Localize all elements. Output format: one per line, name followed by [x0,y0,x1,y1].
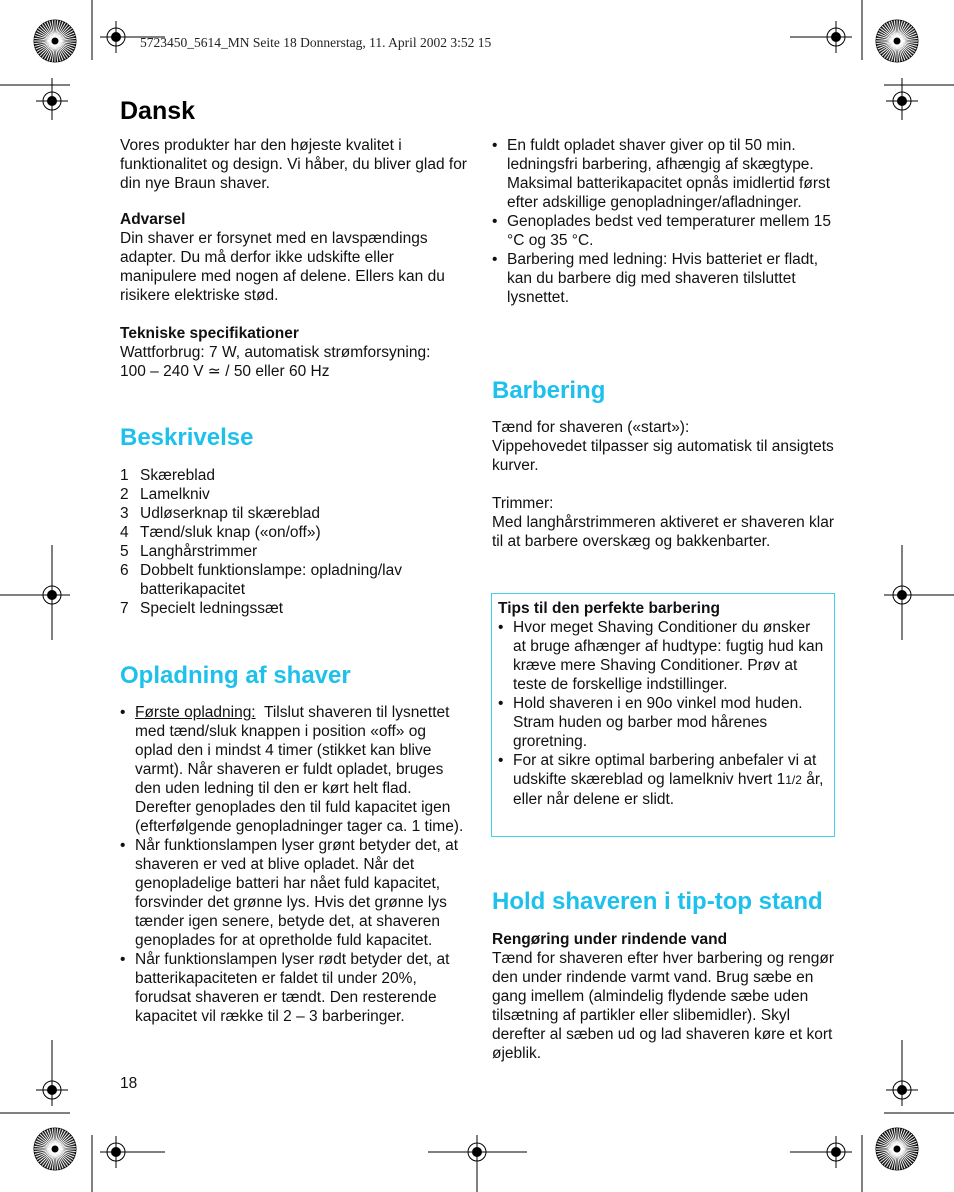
page-title: Dansk [120,97,196,125]
heading-description: Beskrivelse [120,424,254,451]
heading-care: Hold shaveren i tip-top stand [492,888,823,915]
list-item: 7 Specielt ledningssæt [120,600,284,617]
list-item: • Når funktionslampen lyser rødt betyder det, at batterikapaciteten er faldet til under 20%, forudsat shaveren er tændt. Den resterende kapacitet vil række til 2 – 3 barberinger. [120,950,465,1026]
switch-on-text: Vippehovedet tilpasser sig automatisk til ansigtets kurver. [492,438,834,474]
list-item: 2 Lamelkniv [120,486,210,503]
battery-list [492,136,837,307]
charging-list [120,703,465,1026]
list-item: 4 Tænd/sluk knap («on/off») [120,524,321,541]
heading-shaving: Barbering [492,377,606,404]
list-item: • En fuldt opladet shaver giver op til 50 min. ledningsfri barbering, afhængig af skægtype. Maksimal batterikapacitet opnås imidlertid først efter adskillige genopladninger/afladninger. [492,136,837,212]
list-item: 6 Dobbelt funktionslampe: opladning/lav batterikapacitet [120,562,402,598]
page-number: 18 [120,1075,138,1092]
shaving-section [492,418,837,475]
list-item: 5 Langhårstrimmer [120,543,258,560]
warning-heading: Advarsel [120,211,186,228]
switch-on-label: Tænd for shaveren («start»): [492,419,690,436]
list-item: • Hvor meget Shaving Conditioner du ønsker at bruge afhænger af hudtype: fugtig hud kan kræve mere Shaving Conditioner. Prøv at teste de forskellige indstillinger. [498,618,826,694]
starburst-color-bar-icon [34,20,76,62]
intro-paragraph: Vores produkter har den højeste kvalitet i funktionalitet og design. Vi håber, du bliver glad for din nye Braun shaver. [120,137,467,192]
list-item: • Første opladning: Tilslut shaveren til lysnettet med tænd/sluk knappen i position «off» og oplad den i mindst 4 timer (stikket kan blive varmt). Når shaveren er fuldt opladet, bruges den uden ledning til den er kørt helt flad. Derefter genoplades den til fuld kapacitet igen (efterfølgende genopladninger tager ca. 1 time). [120,703,465,836]
trimmer-label: Trimmer: [492,495,554,512]
list-item: • Barbering med ledning: Hvis batteriet er fladt, kan du barbere dig med shaveren tilsluttet lysnettet. [492,250,837,307]
specs-voltage: 100 – 240 V ≃ / 50 eller 60 Hz [120,363,330,380]
parts-list [120,466,455,618]
specs-section [120,324,470,381]
care-subheading: Rengøring under rindende vand [492,931,728,948]
list-item: 1 Skæreblad [120,467,215,484]
fraction: 1/2 [785,773,802,787]
starburst-color-bar-icon [876,1128,918,1170]
starburst-color-bar-icon [876,20,918,62]
specs-heading: Tekniske specifikationer [120,325,299,342]
first-charge-label: Første opladning: [135,704,256,721]
tips-heading: Tips til den perfekte barbering [498,600,720,617]
list-item: • For at sikre optimal barbering anbefaler vi at udskifte skæreblad og lamelkniv hvert 11/2 år, eller når delene er slidt. [498,751,826,809]
list-item: • Når funktionslampen lyser grønt betyder det, at shaveren er ved at blive opladet. Når det genopladelige batteri har nået fuld kapacitet, forsvinder det grønne lys. Hvis det grønne lys tænder igen senere, betyde det, at shaveren genoplades for at opretholde fuld kapacitet. [120,836,465,950]
care-text: Tænd for shaveren efter hver barbering og rengør den under rindende varmt vand. Brug sæbe en gang imellem (almindelig flydende sæbe uden tilsætning af partikler eller slibemidler). Skyl derefter al sæben ud og lad shaveren køre et kort øjeblik. [492,950,835,1062]
list-item: • Genoplades bedst ved temperaturer mellem 15 °C og 35 °C. [492,212,837,250]
warning-section [120,210,470,305]
list-item: 3 Udløserknap til skæreblad [120,505,321,522]
trimmer-section [492,494,837,551]
list-item: • Hold shaveren i en 90o vinkel mod huden. Stram huden og barber mod hårenes groretning. [498,694,826,751]
care-section [492,930,837,1063]
warning-text: Din shaver er forsynet med en lavspændings adapter. Du må derfor ikke udskifte eller manipulere med nogen af delene. Ellers kan du risikere elektriske stød. [120,230,445,304]
starburst-color-bar-icon [34,1128,76,1170]
print-slug: 5723450_5614_MN Seite 18 Donnerstag, 11. April 2002 3:52 15 [140,35,492,50]
trimmer-text: Med langhårstrimmeren aktiveret er shaveren klar til at barbere overskæg og bakkenbarter. [492,514,834,550]
heading-charging: Opladning af shaver [120,662,351,689]
specs-power: Wattforbrug: 7 W, automatisk strømforsyning: [120,344,431,361]
tips-box [491,593,835,837]
